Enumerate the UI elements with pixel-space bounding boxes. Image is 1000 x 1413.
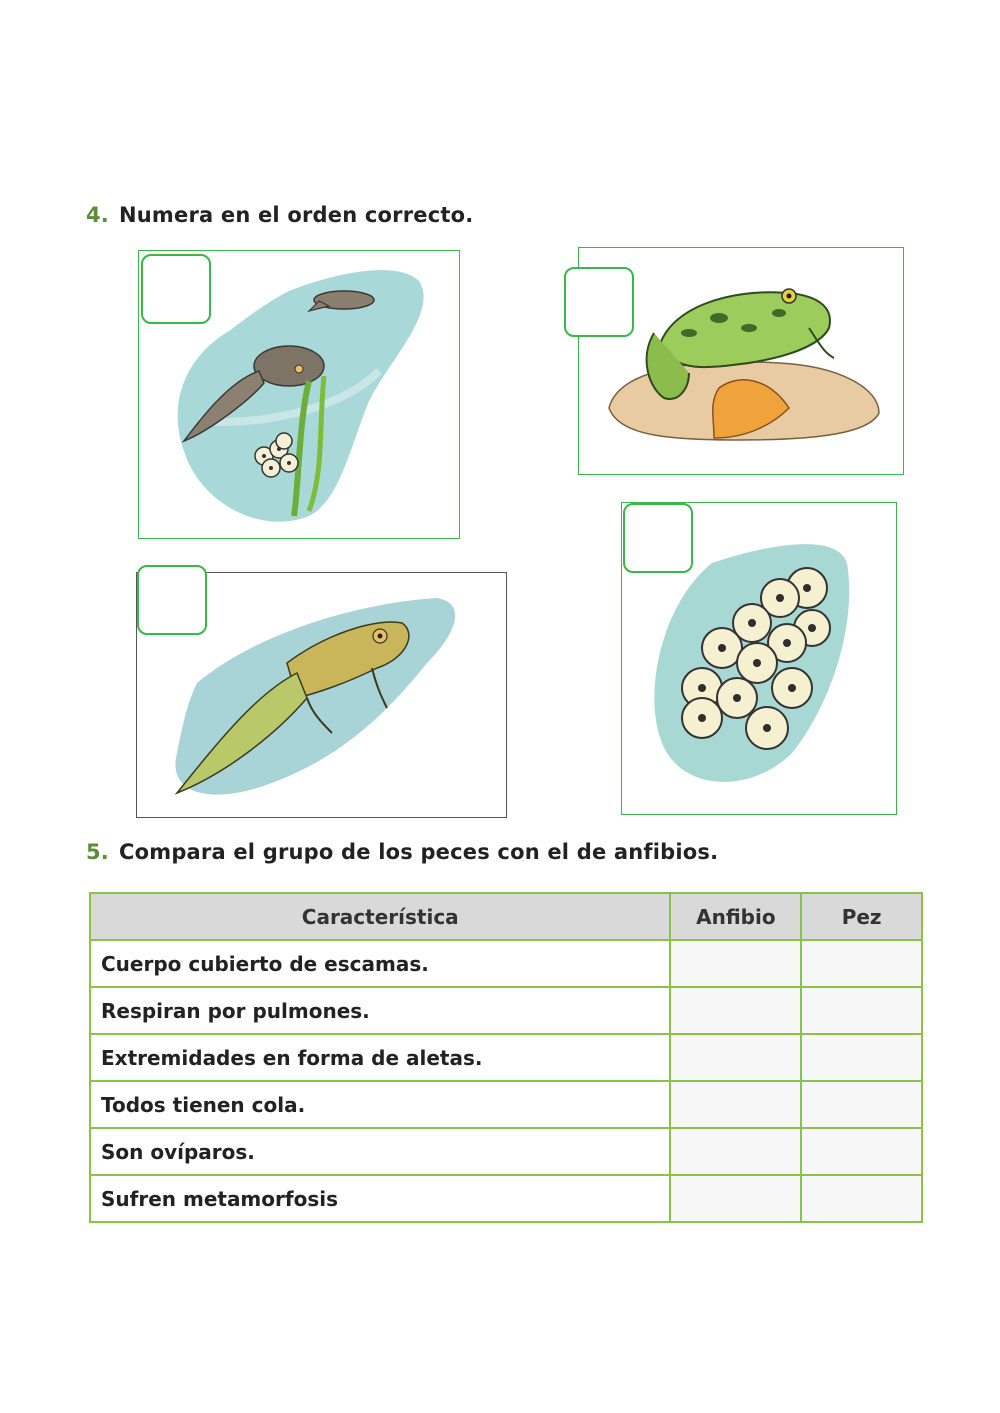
row-label: Todos tienen cola.	[90, 1081, 670, 1128]
question-4-heading	[86, 203, 473, 227]
row-label: Cuerpo cubierto de escamas.	[90, 940, 670, 987]
table-row	[90, 1034, 922, 1081]
anfibio-answer-cell[interactable]	[670, 1081, 801, 1128]
comparison-table	[89, 892, 923, 1223]
anfibio-answer-cell[interactable]	[670, 940, 801, 987]
row-label: Respiran por pulmones.	[90, 987, 670, 1034]
table-row	[90, 987, 922, 1034]
image-frog-eggs	[621, 502, 897, 815]
image-adult-frog	[578, 247, 904, 475]
header-anfibio: Anfibio	[670, 893, 801, 940]
row-label: Extremidades en forma de aletas.	[90, 1034, 670, 1081]
header-pez: Pez	[801, 893, 922, 940]
question-text: Compara el grupo de los peces con el de anfibios.	[119, 840, 719, 864]
pez-answer-cell[interactable]	[801, 1081, 922, 1128]
pez-answer-cell[interactable]	[801, 1034, 922, 1081]
anfibio-answer-cell[interactable]	[670, 1128, 801, 1175]
anfibio-answer-cell[interactable]	[670, 1175, 801, 1222]
table-row	[90, 1081, 922, 1128]
question-number: 4.	[86, 203, 109, 227]
order-answer-box-2[interactable]	[564, 267, 634, 337]
table-row	[90, 1128, 922, 1175]
anfibio-answer-cell[interactable]	[670, 987, 801, 1034]
table-row	[90, 1175, 922, 1222]
image-tadpoles-with-eggs	[138, 250, 460, 539]
order-answer-box-3[interactable]	[137, 565, 207, 635]
question-number: 5.	[86, 840, 109, 864]
table-row	[90, 940, 922, 987]
pez-answer-cell[interactable]	[801, 1128, 922, 1175]
order-answer-box-4[interactable]	[623, 503, 693, 573]
question-text: Numera en el orden correcto.	[119, 203, 474, 227]
row-label: Son ovíparos.	[90, 1128, 670, 1175]
anfibio-answer-cell[interactable]	[670, 1034, 801, 1081]
pez-answer-cell[interactable]	[801, 1175, 922, 1222]
pez-answer-cell[interactable]	[801, 987, 922, 1034]
table-header-row	[90, 893, 922, 940]
question-5-heading	[86, 840, 718, 864]
order-answer-box-1[interactable]	[141, 254, 211, 324]
image-froglet-with-tail	[136, 572, 507, 818]
row-label: Sufren metamorfosis	[90, 1175, 670, 1222]
header-caracteristica: Característica	[90, 893, 670, 940]
pez-answer-cell[interactable]	[801, 940, 922, 987]
